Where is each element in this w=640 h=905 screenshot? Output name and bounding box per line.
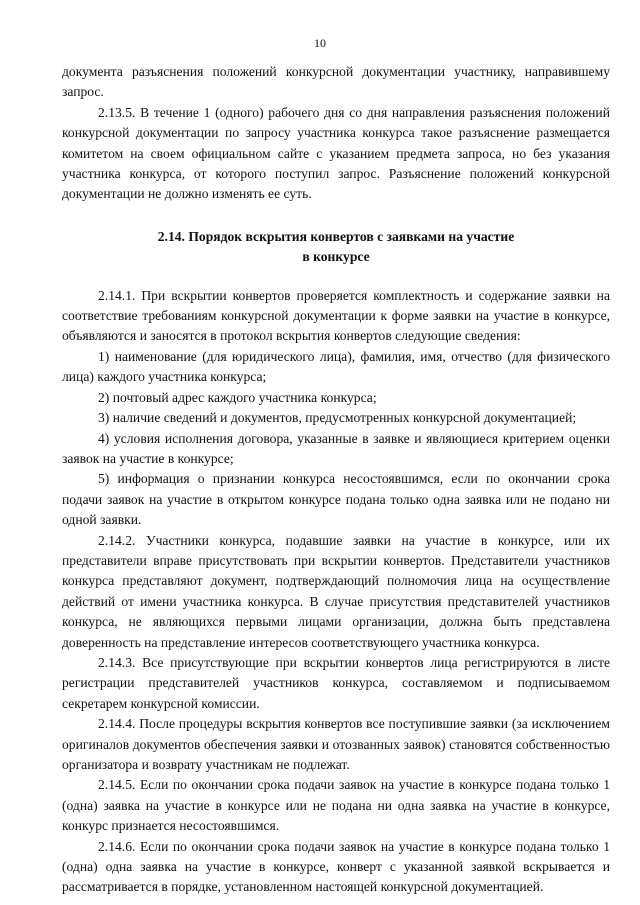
paragraph-2-14-3: 2.14.3. Все присутствующие при вскрытии конвертов лица регистрируются в листе регистрации представителей участников конкурса, составляемом и подписываемом секретарем конкурсной комиссии. (62, 654, 610, 711)
document-body (62, 62, 610, 898)
list-item-3: 3) наличие сведений и документов, предусмотренных конкурсной документацией; (98, 410, 577, 426)
section-heading-line-2: в конкурсе (302, 249, 370, 265)
list-item-2: 2) почтовый адрес каждого участника конкурса; (98, 389, 377, 405)
paragraph-2-14-2: 2.14.2. Участники конкурса, подавшие заявки на участие в конкурсе, или их представители вправе присутствовать при вскрытии конвертов. Представители участников конкурса представляют документ, подтверждающий полномочия лица на осуществление действий от имени участника конкурса. В случае присутствия представителей участников конкурса, не являющихся первыми лицами организации, должна быть представлена доверенность на представление интересов соответствующего участника конкурса. (62, 532, 610, 650)
paragraph-2-14-6: 2.14.6. Если по окончании срока подачи заявок на участие в конкурсе подана только 1 (одна) одна заявка на участие в конкурсе, конверт с указанной заявкой вскрывается и рассматривается в порядке, установленном настоящей конкурсной документацией. (62, 838, 610, 895)
page-number: 10 (314, 36, 326, 50)
list-item-5: 5) информация о признании конкурса несостоявшимся, если по окончании срока подачи заявок на участие в открытом конкурсе подана только одна заявка или не подано ни одной заявки. (62, 471, 610, 528)
paragraph-2-14-1: 2.14.1. При вскрытии конвертов проверяется комплектность и содержание заявки на соответствие требованиям конкурсной документации к форме заявки на участие в конкурсе, объявляются и заносятся в протокол вскрытия конвертов следующие сведения: (62, 287, 610, 344)
paragraph-2-14-4: 2.14.4. После процедуры вскрытия конвертов все поступившие заявки (за исключением оригиналов документов обеспечения заявки и отозванных заявок) становятся собственностью организатора и возврату участникам не подлежат. (62, 716, 610, 772)
paragraph-continuation: документа разъяснения положений конкурсной документации участнику, направившему запрос. (62, 64, 610, 100)
section-heading (62, 227, 610, 268)
list-item-4: 4) условия исполнения договора, указанные в заявке и являющиеся критерием оценки заявок на участие в конкурсе; (62, 430, 610, 466)
section-heading-line-1: 2.14. Порядок вскрытия конвертов с заявками на участие (157, 228, 515, 244)
paragraph-2-14-5: 2.14.5. Если по окончании срока подачи заявок на участие в конкурсе подана только 1 (одна) заявка на участие в конкурсе или не подана ни одна заявка на участие в конкурсе, конкурс признается несостоявшимся. (62, 777, 610, 834)
paragraph-2-13-5: 2.13.5. В течение 1 (одного) рабочего дня со дня направления разъяснения положений конкурсной документации по запросу участника конкурса такое разъяснение размещается комитетом на своем официальном сайте с указанием предмета запроса, но без указания участника конкурса, от которого поступил запрос. Разъяснение положений конкурсной документации не должно изменять ее суть. (62, 104, 610, 202)
list-item-1: 1) наименование (для юридического лица), фамилия, имя, отчество (для физического лица) каждого участника конкурса; (62, 348, 610, 385)
